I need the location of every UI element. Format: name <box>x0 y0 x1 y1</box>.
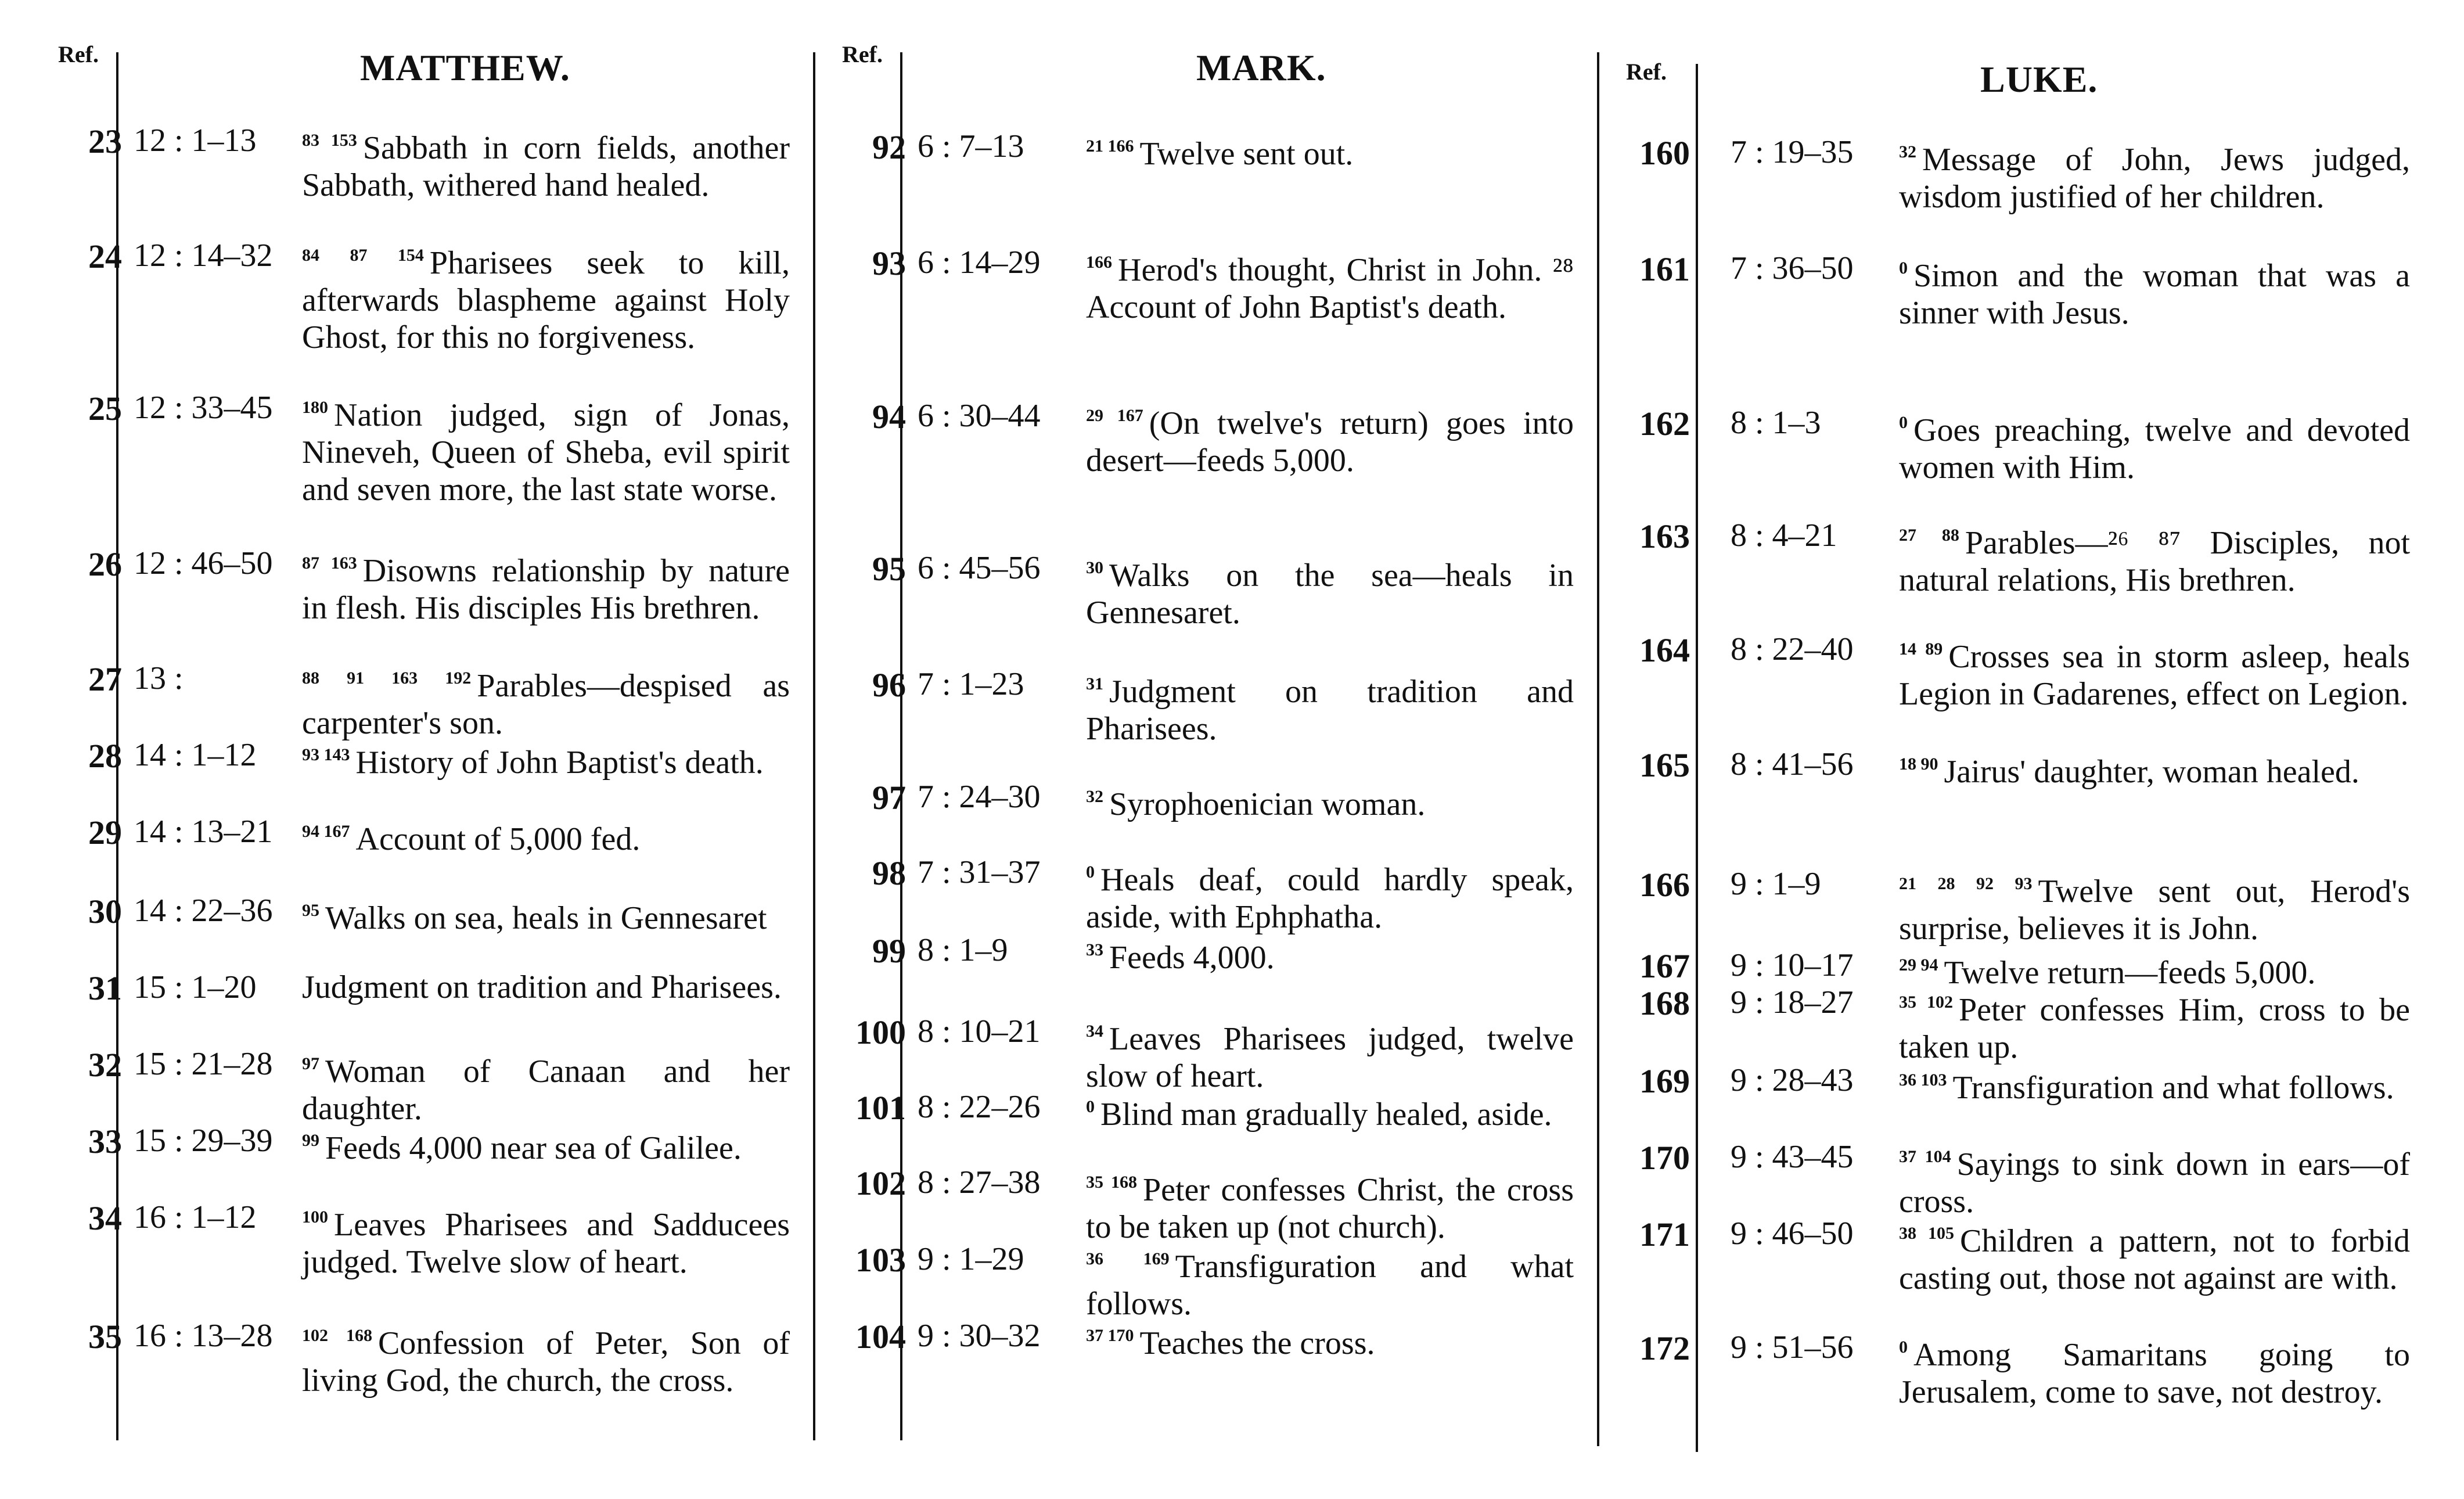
ref-number: 168 <box>1639 984 1690 1022</box>
verse-range: 15 : 1–20 <box>134 969 257 1005</box>
cross-ref: 102 168 <box>302 1326 372 1345</box>
entry-description <box>1899 404 2410 486</box>
ref-number: 161 <box>1639 250 1690 288</box>
cross-ref: 99 <box>302 1131 319 1150</box>
verse-range: 9 : 1–9 <box>1731 866 1821 902</box>
verse-range: 14 : 1–12 <box>134 737 257 773</box>
entry-text: Confession of Peter, Son of living God, the church, the cross. <box>302 1325 790 1399</box>
entry-description <box>1086 1317 1574 1362</box>
cross-ref: 32 <box>1086 787 1103 806</box>
cross-ref: 94 167 <box>302 822 350 841</box>
verse-range: 9 : 51–56 <box>1731 1329 1854 1365</box>
cross-ref: 35 168 <box>1086 1173 1137 1192</box>
verse-range: 8 : 22–40 <box>1731 631 1854 667</box>
entry-description <box>302 545 790 627</box>
matthew-title: MATTHEW. <box>360 47 570 88</box>
ref-number: 164 <box>1639 631 1690 669</box>
verse-range: 13 : <box>134 660 184 696</box>
ref-number: 92 <box>872 128 906 166</box>
ref-number: 160 <box>1639 134 1690 172</box>
verse-range: 7 : 19–35 <box>1731 134 1854 170</box>
entry-description <box>302 122 790 204</box>
entry-description <box>302 660 790 742</box>
entry-text: Children a pattern, not to forbid casting out, those not against are with. <box>1899 1223 2411 1296</box>
cross-ref: 0 <box>1899 1338 1908 1357</box>
entry-text: Heals deaf, could hardly speak, aside, with Ephphatha. <box>1086 862 1574 935</box>
verse-range: 15 : 21–28 <box>134 1046 273 1082</box>
luke-title: LUKE. <box>1980 59 2098 100</box>
ref-number: 95 <box>872 550 906 588</box>
ref-number: 32 <box>88 1046 122 1084</box>
column-rule <box>1696 64 1698 1452</box>
ref-number: 99 <box>872 932 906 970</box>
cross-ref: 0 <box>1899 258 1908 278</box>
entry-description <box>1086 549 1574 631</box>
verse-range: 12 : 1–13 <box>134 123 257 159</box>
cross-ref: 97 <box>302 1054 319 1073</box>
entry-text: Message of John, Jews judged, wisdom justified of her children. <box>1899 142 2410 215</box>
entry-description <box>1086 1164 1574 1246</box>
entry-text: Woman of Canaan and her daughter. <box>302 1054 790 1127</box>
entry-description <box>1899 1215 2410 1297</box>
ref-number: 165 <box>1639 746 1690 784</box>
verse-range: 9 : 28–43 <box>1731 1062 1854 1098</box>
verse-range: 9 : 46–50 <box>1731 1216 1854 1252</box>
entry-description <box>1899 134 2410 215</box>
ref-number: 29 <box>88 814 122 851</box>
entry-description <box>1086 666 1574 747</box>
entry-text: Peter confesses Him, cross to be taken up. <box>1899 992 2411 1065</box>
entry-text: Parables—despised as carpenter's son. <box>302 668 790 741</box>
ref-number: 163 <box>1639 517 1690 555</box>
ref-number: 30 <box>88 893 122 930</box>
cross-ref: 36 169 <box>1086 1249 1170 1268</box>
verse-range: 16 : 1–12 <box>134 1199 257 1235</box>
entry-description <box>1086 1241 1574 1322</box>
ref-number: 167 <box>1639 947 1690 985</box>
ref-number: 97 <box>872 779 906 817</box>
entry-text: Parables—²⁶ ⁸⁷ Disciples, not natural relations, His brethren. <box>1899 525 2411 598</box>
cross-ref: 95 <box>302 901 319 920</box>
entry-description <box>1086 244 1574 326</box>
entry-text: Herod's thought, Christ in John. ²⁸ Account of John Baptist's death. <box>1086 252 1574 325</box>
ref-number: 171 <box>1639 1216 1690 1253</box>
ref-number: 24 <box>88 238 122 275</box>
entry-description <box>1086 128 1574 172</box>
verse-range: 8 : 22–26 <box>918 1089 1041 1125</box>
cross-ref: 37 104 <box>1899 1147 1951 1166</box>
entry-text: Sabbath in corn fields, another Sabbath, withered hand healed. <box>302 130 790 203</box>
ref-header: Ref. <box>842 41 883 67</box>
entry-text: Pharisees seek to kill, afterwards blaspheme against Holy Ghost, for this no forgiveness. <box>302 245 790 355</box>
verse-range: 12 : 46–50 <box>134 545 273 581</box>
entry-text: Blind man gradually healed, aside. <box>1100 1097 1552 1133</box>
entry-description <box>302 736 790 781</box>
ref-number: 104 <box>855 1318 906 1356</box>
cross-ref: 21 166 <box>1086 136 1134 156</box>
entry-description <box>302 389 790 508</box>
verse-range: 7 : 36–50 <box>1731 250 1854 286</box>
entry-text: Judgment on tradition and Pharisees. <box>1086 674 1574 747</box>
cross-ref: 29 167 <box>1086 406 1143 425</box>
ref-number: 23 <box>88 123 122 160</box>
entry-description <box>302 1122 790 1167</box>
mark-title: MARK. <box>1196 47 1326 88</box>
entry-text: Crosses sea in storm asleep, heals Legion in Gadarenes, effect on Legion. <box>1899 639 2410 712</box>
cross-ref: 0 <box>1086 1097 1095 1116</box>
verse-range: 12 : 33–45 <box>134 390 273 426</box>
verse-range: 9 : 10–17 <box>1731 947 1854 983</box>
entry-text: Transfiguration and what follows. <box>1086 1249 1574 1322</box>
cross-ref: 34 <box>1086 1022 1103 1041</box>
ref-number: 93 <box>872 245 906 282</box>
ref-number: 100 <box>855 1013 906 1051</box>
entry-text: History of John Baptist's death. <box>355 745 764 781</box>
ref-number: 101 <box>855 1089 906 1127</box>
entry-text: Goes preaching, twelve and devoted women with Him. <box>1899 412 2410 486</box>
ref-number: 94 <box>872 398 906 436</box>
entry-text: Simon and the woman that was a sinner with Jesus. <box>1899 258 2410 331</box>
entry-text: Teaches the cross. <box>1139 1325 1375 1361</box>
entry-text: Twelve sent out. <box>1139 136 1354 172</box>
cross-ref: 14 89 <box>1899 639 1943 659</box>
column-divider <box>813 52 815 1440</box>
ref-number: 98 <box>872 854 906 892</box>
entry-description <box>1899 631 2410 713</box>
entry-text: Among Samaritans going to Jerusalem, come to save, not destroy. <box>1899 1337 2410 1410</box>
entry-text: Leaves Pharisees judged, twelve slow of heart. <box>1086 1021 1574 1094</box>
cross-ref: 18 90 <box>1899 754 1938 774</box>
verse-range: 14 : 13–21 <box>134 814 273 850</box>
cross-ref: 180 <box>302 398 328 417</box>
verse-range: 12 : 14–32 <box>134 238 273 274</box>
verse-range: 9 : 18–27 <box>1731 984 1854 1020</box>
ref-number: 26 <box>88 545 122 583</box>
entry-description <box>302 813 790 858</box>
entry-description <box>1899 1062 2410 1106</box>
ref-number: 170 <box>1639 1139 1690 1177</box>
ref-number: 34 <box>88 1199 122 1237</box>
cross-ref: 37 170 <box>1086 1326 1134 1345</box>
entry-text: Peter confesses Christ, the cross to be taken up (not church). <box>1086 1172 1574 1245</box>
entry-description <box>1086 932 1574 976</box>
ref-header: Ref. <box>1626 59 1667 85</box>
verse-range: 8 : 1–9 <box>918 932 1008 968</box>
entry-description <box>302 969 790 1006</box>
ref-number: 96 <box>872 666 906 704</box>
entry-text: Judgment on tradition and Pharisees. <box>302 969 782 1005</box>
cross-ref: 32 <box>1899 142 1916 161</box>
verse-range: 7 : 31–37 <box>918 854 1041 890</box>
ref-header: Ref. <box>58 41 99 67</box>
entry-description <box>1086 1088 1574 1133</box>
cross-ref: 31 <box>1086 674 1103 693</box>
verse-range: 16 : 13–28 <box>134 1318 273 1354</box>
entry-text: Feeds 4,000 near sea of Galilee. <box>325 1130 742 1166</box>
cross-ref: 29 94 <box>1899 955 1938 975</box>
entry-text: Nation judged, sign of Jonas, Nineveh, Queen of Sheba, evil spirit and seven more, the last state worse. <box>302 397 790 508</box>
entry-text: Walks on the sea—heals in Gennesaret. <box>1086 558 1574 631</box>
cross-ref: 35 102 <box>1899 993 1953 1012</box>
cross-ref: 0 <box>1899 413 1908 432</box>
entry-text: Feeds 4,000. <box>1109 940 1275 976</box>
verse-range: 6 : 30–44 <box>918 398 1041 434</box>
cross-ref: 166 <box>1086 253 1112 272</box>
ref-number: 35 <box>88 1318 122 1356</box>
entry-description <box>302 237 790 356</box>
cross-ref: 36 103 <box>1899 1070 1947 1090</box>
cross-ref: 21 28 92 93 <box>1899 874 2033 893</box>
entry-description <box>1899 250 2410 332</box>
entry-description <box>1086 854 1574 936</box>
verse-range: 6 : 14–29 <box>918 245 1041 281</box>
entry-description <box>1086 1013 1574 1095</box>
entry-description <box>302 1045 790 1127</box>
ref-number: 31 <box>88 969 122 1007</box>
verse-range: 6 : 45–56 <box>918 550 1041 586</box>
entry-description <box>1899 865 2410 947</box>
entry-text: (On twelve's return) goes into desert—feeds 5,000. <box>1086 405 1574 479</box>
verse-range: 6 : 7–13 <box>918 128 1024 164</box>
entry-description <box>1899 984 2410 1066</box>
verse-range: 8 : 41–56 <box>1731 746 1854 782</box>
verse-range: 14 : 22–36 <box>134 893 273 929</box>
column-divider <box>1597 52 1599 1446</box>
entry-description <box>1086 778 1574 823</box>
entry-description <box>302 1317 790 1399</box>
entry-description <box>302 1199 790 1281</box>
cross-ref: 0 <box>1086 862 1095 882</box>
entry-text: Twelve sent out, Herod's surprise, believes it is John. <box>1899 873 2410 947</box>
ref-number: 169 <box>1639 1062 1690 1100</box>
cross-ref: 27 88 <box>1899 526 1959 545</box>
cross-ref: 30 <box>1086 558 1103 577</box>
entry-text: Disowns relationship by nature in flesh. His disciples His brethren. <box>302 553 790 626</box>
verse-range: 7 : 24–30 <box>918 779 1041 815</box>
cross-ref: 83 153 <box>302 131 357 150</box>
entry-text: Jairus' daughter, woman healed. <box>1944 754 2359 790</box>
verse-range: 8 : 4–21 <box>1731 517 1837 553</box>
entry-text: Transfiguration and what follows. <box>1952 1070 2394 1106</box>
entry-text: Syrophoenician woman. <box>1109 786 1426 822</box>
cross-ref: 87 163 <box>302 553 357 573</box>
verse-range: 9 : 1–29 <box>918 1241 1024 1277</box>
ref-number: 28 <box>88 737 122 775</box>
verse-range: 9 : 43–45 <box>1731 1139 1854 1175</box>
verse-range: 9 : 30–32 <box>918 1318 1041 1354</box>
entry-description <box>302 892 790 937</box>
verse-range: 15 : 29–39 <box>134 1123 273 1159</box>
cross-ref: 38 105 <box>1899 1224 1955 1243</box>
entry-text: Sayings to sink down in ears—of cross. <box>1899 1146 2411 1220</box>
cross-ref: 84 87 154 <box>302 246 424 265</box>
verse-range: 7 : 1–23 <box>918 666 1024 702</box>
ref-number: 25 <box>88 390 122 427</box>
entry-text: Account of 5,000 fed. <box>355 821 641 857</box>
cross-ref: 88 91 163 192 <box>302 668 472 688</box>
entry-description <box>1086 397 1574 479</box>
entry-description <box>1899 1138 2410 1220</box>
ref-number: 103 <box>855 1241 906 1279</box>
verse-range: 8 : 10–21 <box>918 1013 1041 1049</box>
ref-number: 33 <box>88 1123 122 1160</box>
ref-number: 172 <box>1639 1329 1690 1367</box>
entry-description <box>1899 746 2410 790</box>
cross-ref: 100 <box>302 1207 328 1227</box>
entry-description <box>1899 1329 2410 1411</box>
ref-number: 27 <box>88 660 122 698</box>
verse-range: 8 : 27–38 <box>918 1164 1041 1200</box>
entry-description <box>1899 517 2410 599</box>
ref-number: 162 <box>1639 405 1690 443</box>
entry-text: Walks on sea, heals in Gennesaret <box>325 900 767 936</box>
ref-number: 102 <box>855 1164 906 1202</box>
cross-ref: 93 143 <box>302 745 350 764</box>
entry-text: Twelve return—feeds 5,000. <box>1944 955 2316 991</box>
verse-range: 8 : 1–3 <box>1731 405 1821 441</box>
ref-number: 166 <box>1639 866 1690 904</box>
cross-ref: 33 <box>1086 940 1103 959</box>
entry-text: Leaves Pharisees and Sadducees judged. Twelve slow of heart. <box>302 1207 790 1280</box>
